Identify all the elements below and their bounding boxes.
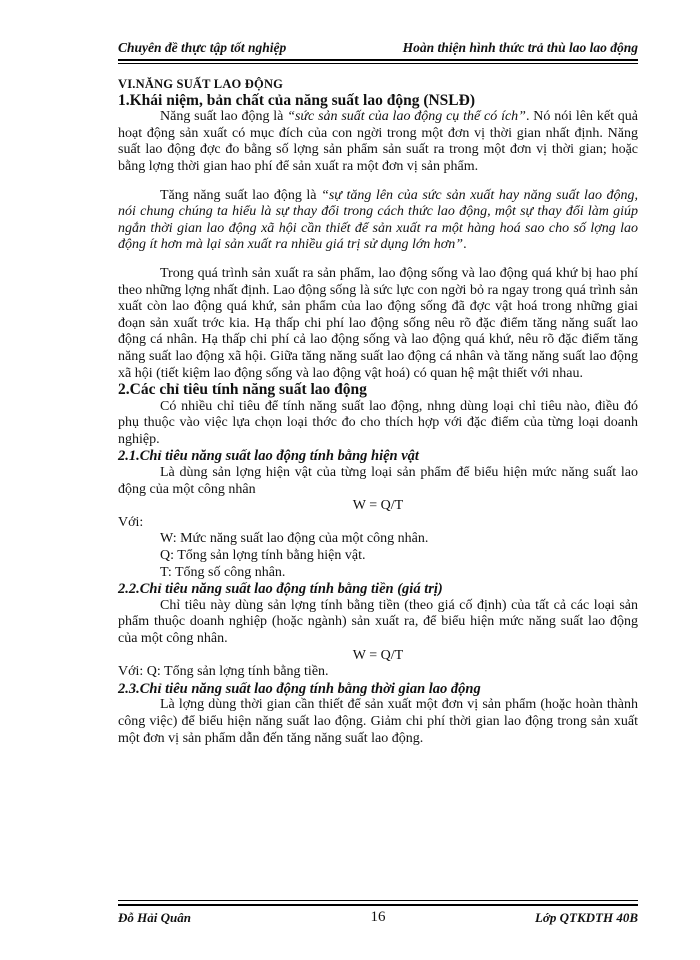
header-left-title: Chuyên đề thực tập tốt nghiệp <box>118 40 287 55</box>
header-rule-thick <box>118 59 638 61</box>
formula: W = Q/T <box>352 647 404 663</box>
heading-2-1: 2.1.Chỉ tiêu năng suất lao động tính bằng hiện vật <box>118 448 419 465</box>
paragraph-text: Tăng năng suất lao động là <box>160 187 322 203</box>
paragraph-text: . Nó nói lên kết quả hoạt động sản xuất có mục đích của con ngời trong một đơn vị thời gian nhất định. Năng suất lao động đợc đo bằng số lợng sản phẩm sản suất ra trong một đơn vị thời gian; hoặc bằng lợng thời gian hao phí để sản xuất ra một đơn vị sản phẩm. <box>118 109 638 174</box>
definition-t: T: Tổng số công nhân. <box>160 564 286 580</box>
definition-q: Q: Tổng sản lợng tính bằng hiện vật. <box>160 548 366 564</box>
formula: W = Q/T <box>352 498 404 514</box>
footer-rule-thick <box>118 904 638 906</box>
paragraph-value: Chỉ tiêu này dùng sản lợng tính bằng tiền (theo giá cố định) của tất cả các loại sản phẩm thuộc doanh nghiệp (hoặc ngành) sản xuất ra, để biểu hiện mức năng suất lao động của một công nhân. <box>118 597 638 646</box>
paragraph-text: . <box>463 237 467 253</box>
footer-rule-thin <box>118 900 638 901</box>
paragraph-physical: Là dùng sản lợng hiện vật của từng loại sản phẩm để biểu hiện mức năng suất lao động của một công nhân <box>118 465 638 497</box>
paragraph-increase <box>118 188 638 254</box>
paragraph-indicators: Có nhiều chỉ tiêu để tính năng suất lao động, nhng dùng loại chỉ tiêu nào, điều đó phụ thuộc vào việc lựa chọn loại thớc đo cho thích hợp với đặc điểm của từng loại doanh nghiệp. <box>118 398 638 447</box>
heading-2: 2.Các chỉ tiêu tính năng suất lao động <box>118 381 367 399</box>
paragraph-labor-types: Trong quá trình sản xuất ra sản phẩm, lao động sống và lao động quá khứ bị hao phí theo những lợng nhất định. Lao động sống là sức lực con ngời bỏ ra ngay trong quá trình sản xuất còn lao động quá khứ, sản phẩm của lao động sống đã đợc vật hoá trong những giai đoạn sản xuất trớc kia. Hạ thấp chi phí lao động sống nêu rõ đặc điểm tăng năng suất lao động cá nhân. Hạ thấp chi phí cả lao động sống và lao động quá khứ, nêu rõ đặc điểm tăng năng suất lao động xã hội. Giữa tăng năng suất lao động cá nhân và tăng năng suất lao động xã hội (tiết kiệm lao động sống và lao động vật hoá) có quan hệ mật thiết với nhau. <box>118 265 638 381</box>
where-label: Với: Q: Tổng sản lợng tính bằng tiền. <box>118 664 329 680</box>
where-label: Với: <box>118 514 144 530</box>
running-footer <box>118 910 638 928</box>
header-right-title: Hoàn thiện hình thức trả thù lao lao động <box>402 40 638 55</box>
heading-1: 1.Khái niệm, bản chất của năng suất lao động (NSLĐ) <box>118 91 475 109</box>
page-number: 16 <box>370 909 386 925</box>
footer-author: Đỗ Hải Quân <box>118 910 191 925</box>
paragraph-text: Năng suất lao động là <box>160 109 288 125</box>
page-body <box>118 76 638 747</box>
header-rule-thin <box>118 63 638 64</box>
paragraph-definition <box>118 109 638 175</box>
heading-2-2: 2.2.Chỉ tiêu năng suất lao động tính bằng tiền (giá trị) <box>118 581 443 598</box>
running-header <box>118 40 638 58</box>
section-title: VI.NĂNG SUẤT LAO ĐỘNG <box>118 77 284 91</box>
quoted-definition: “sự tăng lên của sức sản xuất hay năng suất lao động, nói chung chúng ta hiểu là sự thay đổi trong cách thức lao động, một sự thay đổi làm giúp ngắn thời gian lao động xã hội cần thiết để sản xuất ra một hàng hoá sao cho số lợng lao động ít hơn mà lại sản xuất ra nhiều giá trị sử dụng lớn hơn” <box>118 187 638 253</box>
paragraph-time: Là lợng dùng thời gian cần thiết để sản xuất một đơn vị sản phẩm (hoặc hoàn thành công việc) để biểu hiện năng suất lao động. Giảm chi phí thời gian lao động trong sản xuất một đơn vị sản phẩm dẫn đến tăng năng suất lao động. <box>118 697 638 746</box>
quoted-definition: “sức sản suất của lao động cụ thể có ích” <box>287 109 526 125</box>
heading-2-3: 2.3.Chỉ tiêu năng suất lao động tính bằng thời gian lao động <box>118 680 481 697</box>
footer-class: Lớp QTKDTH 40B <box>534 910 638 925</box>
definition-w: W: Mức năng suất lao động của một công nhân. <box>160 531 429 547</box>
